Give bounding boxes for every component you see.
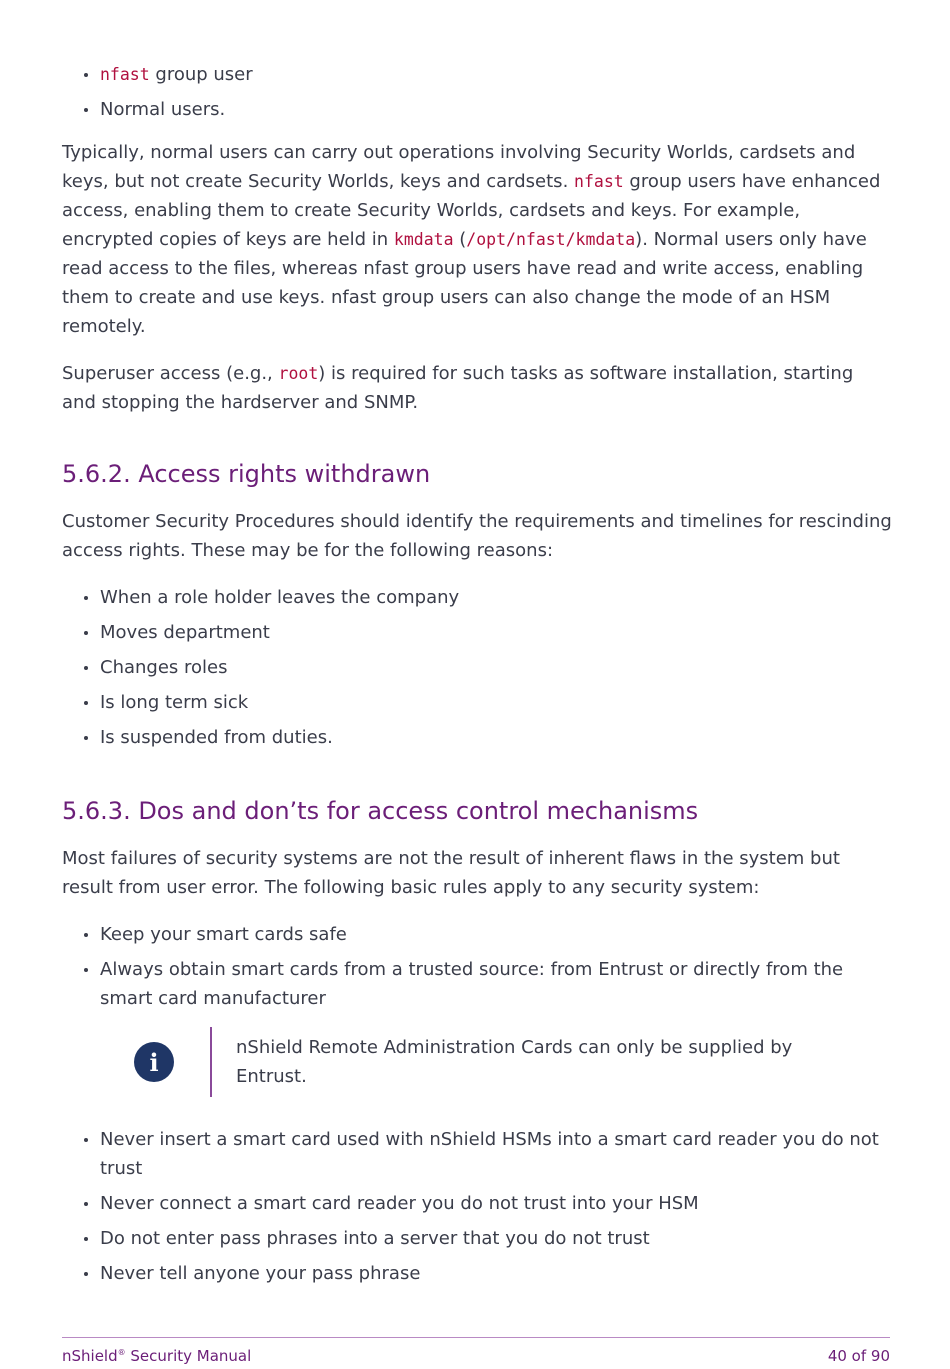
page-content	[62, 60, 892, 1294]
code-nfast: nfast	[574, 172, 624, 191]
list-item: Never connect a smart card reader you do not trust into your HSM	[100, 1189, 892, 1218]
footer-doc-title: nShield® Security Manual	[62, 1347, 252, 1365]
list-item: nfast group user	[100, 60, 892, 89]
section-intro: Most failures of security systems are not the result of inherent flaws in the system but result from user error. The following basic rules apply to any security system:	[62, 848, 840, 898]
rules-list-b	[62, 1125, 892, 1288]
list-item: Keep your smart cards safe	[100, 920, 892, 949]
withdrawal-reasons-list	[62, 583, 892, 752]
note-text: nShield Remote Administration Cards can only be supplied by Entrust.	[236, 1037, 793, 1087]
code-kmdata: kmdata	[393, 230, 454, 249]
list-item: Do not enter pass phrases into a server that you do not trust	[100, 1224, 892, 1253]
list-item: Never insert a smart card used with nShield HSMs into a smart card reader you do not trust	[100, 1125, 892, 1183]
list-item: Never tell anyone your pass phrase	[100, 1259, 892, 1288]
paragraph-access-levels: Typically, normal users can carry out operations involving Security Worlds, cardsets and keys, but not create Security Worlds, keys and cardsets. nfast group users have enhanced access, enabling them to create Security Worlds, cardsets and keys. For example, encrypted copies of keys are held in kmdata (/opt/nfast/kmdata). Normal users only have read access to the files, whereas nfast group users have read and write access, enabling them to create and use keys. nfast group users can also change the mode of an HSM remotely.	[62, 142, 881, 337]
list-item: Is long term sick	[100, 688, 892, 717]
code-root: root	[278, 364, 319, 383]
list-item: Changes roles	[100, 653, 892, 682]
list-item: Always obtain smart cards from a trusted source: from Entrust or directly from the smart card manufacturer	[100, 955, 892, 1013]
code-nfast: nfast	[100, 65, 150, 84]
info-note	[134, 1027, 892, 1097]
section-intro: Customer Security Procedures should identify the requirements and timelines for rescinding access rights. These may be for the following reasons:	[62, 511, 892, 561]
paragraph-superuser: Superuser access (e.g., root) is required for such tasks as software installation, starting and stopping the hardserver and SNMP.	[62, 363, 854, 413]
list-item: Moves department	[100, 618, 892, 647]
user-types-list	[62, 60, 892, 124]
note-divider	[210, 1027, 212, 1097]
rules-list-a	[62, 920, 892, 1013]
footer-page-number: 40 of 90	[827, 1347, 890, 1365]
section-heading-access-rights-withdrawn: 5.6.2. Access rights withdrawn	[62, 460, 431, 488]
code-kmdata-path: /opt/nfast/kmdata	[466, 230, 636, 249]
list-item: When a role holder leaves the company	[100, 583, 892, 612]
info-icon: i	[134, 1042, 174, 1082]
page-footer	[62, 1337, 890, 1365]
section-heading-dos-and-donts: 5.6.3. Dos and don’ts for access control mechanisms	[62, 797, 699, 825]
list-item: Normal users.	[100, 95, 892, 124]
list-item: Is suspended from duties.	[100, 723, 892, 752]
